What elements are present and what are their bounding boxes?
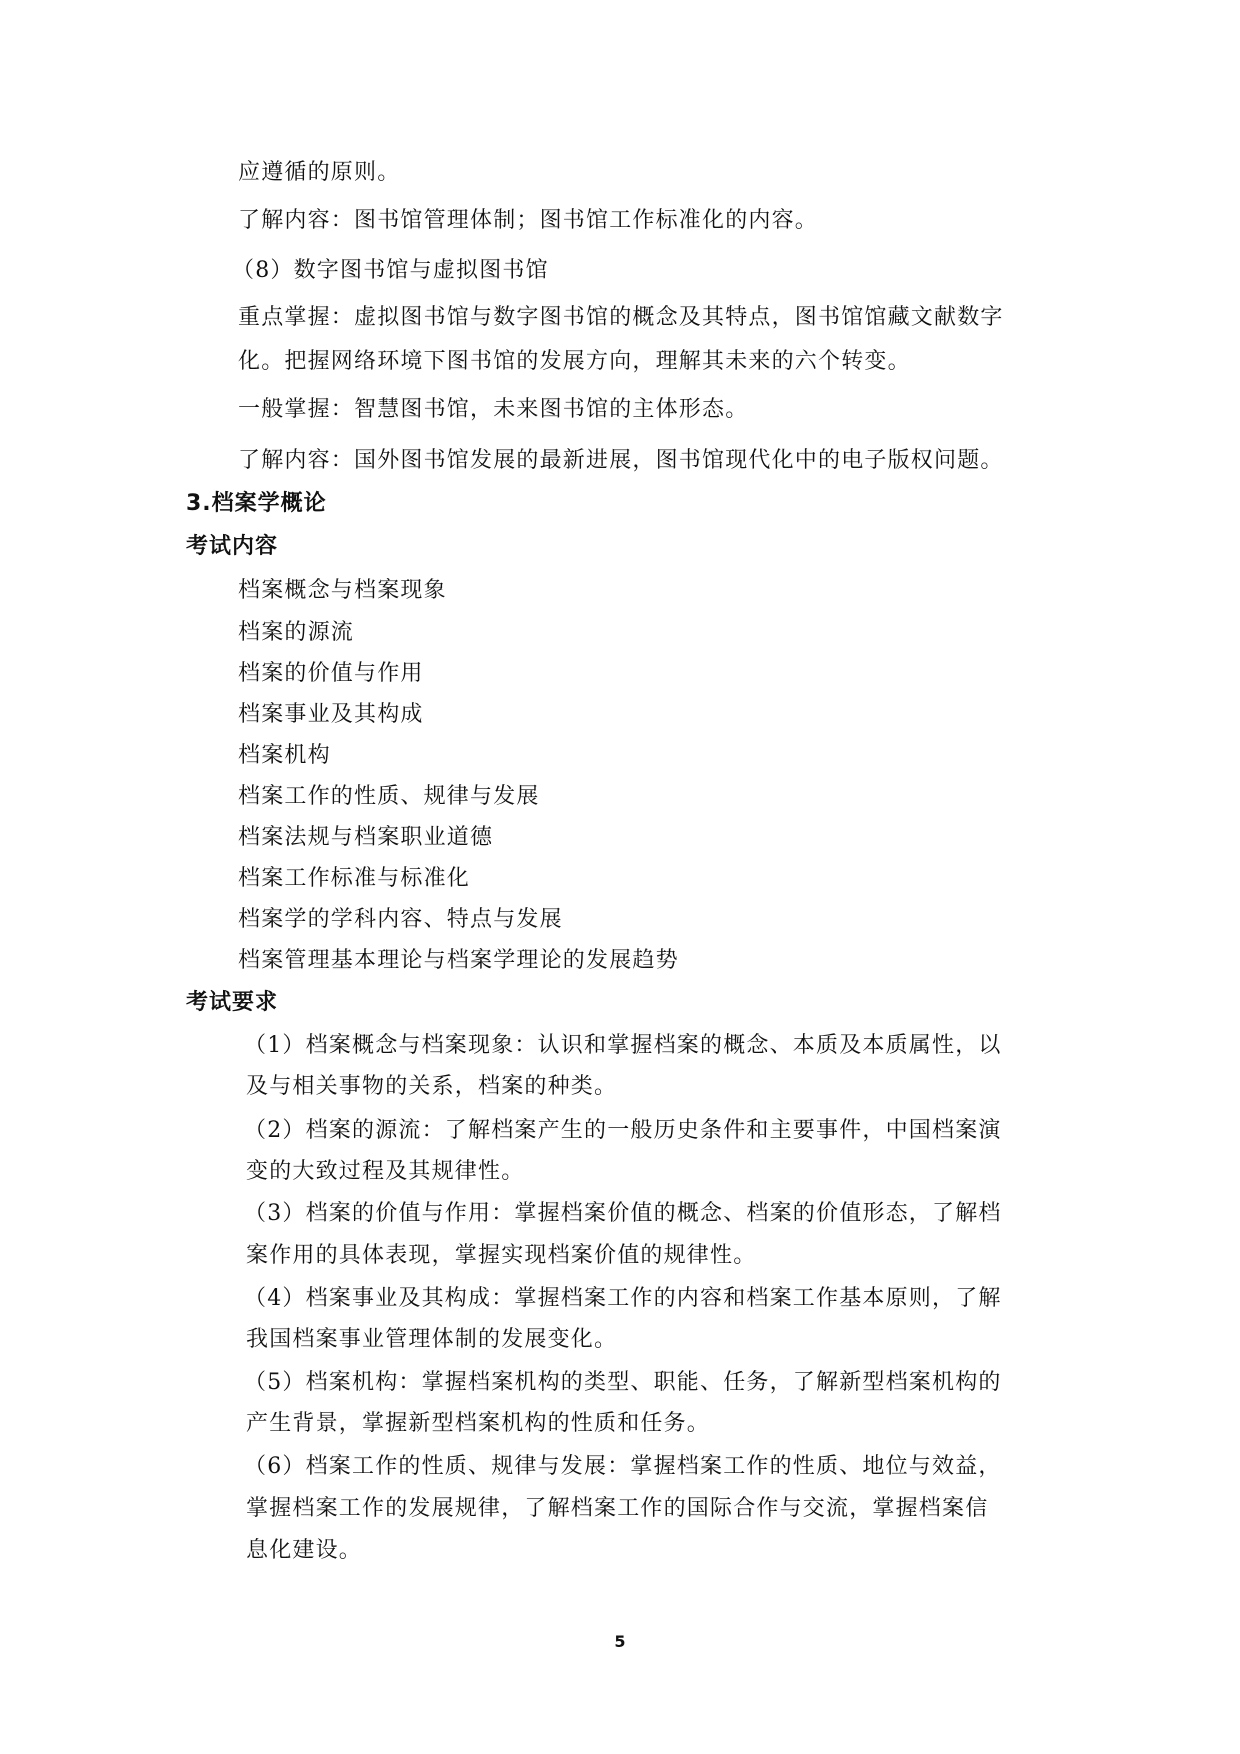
requirements-heading: 考试要求 [186, 990, 279, 1015]
requirement-line: 变的大致过程及其规律性。 [246, 1159, 525, 1184]
text-line: 了解内容：图书馆管理体制；图书馆工作标准化的内容。 [238, 208, 819, 233]
list-item: 档案法规与档案职业道德 [238, 825, 494, 850]
list-item: 档案学的学科内容、特点与发展 [238, 907, 563, 932]
requirement-line: （1）档案概念与档案现象：认识和掌握档案的概念、本质及本质属性，以 [244, 1033, 1002, 1058]
text-line: 重点掌握：虚拟图书馆与数字图书馆的概念及其特点，图书馆馆藏文献数字 [238, 305, 1004, 330]
text-line: 化。把握网络环境下图书馆的发展方向，理解其未来的六个转变。 [238, 349, 911, 374]
requirement-line: 息化建设。 [246, 1538, 363, 1563]
requirement-line: （3）档案的价值与作用：掌握档案价值的概念、档案的价值形态，了解档 [244, 1201, 1002, 1226]
requirement-line: 及与相关事物的关系，档案的种类。 [246, 1074, 618, 1099]
list-item: 档案的源流 [238, 620, 355, 645]
section-title: 3.档案学概论 [186, 491, 327, 516]
requirement-line: 我国档案事业管理体制的发展变化。 [246, 1327, 618, 1352]
subsection-title: （8）数字图书馆与虚拟图书馆 [232, 258, 549, 283]
list-item: 档案机构 [238, 743, 331, 768]
list-item: 档案工作标准与标准化 [238, 866, 471, 891]
text-line: 了解内容：国外图书馆发展的最新进展，图书馆现代化中的电子版权问题。 [238, 448, 1004, 473]
page-number: 5 [614, 1632, 626, 1651]
list-item: 档案的价值与作用 [238, 661, 424, 686]
requirement-line: 案作用的具体表现，掌握实现档案价值的规律性。 [246, 1243, 757, 1268]
requirement-line: 产生背景，掌握新型档案机构的性质和任务。 [246, 1411, 711, 1436]
requirement-line: （4）档案事业及其构成：掌握档案工作的内容和档案工作基本原则，了解 [244, 1286, 1002, 1311]
text-line: 一般掌握：智慧图书馆，未来图书馆的主体形态。 [238, 397, 749, 422]
list-item: 档案概念与档案现象 [238, 578, 447, 603]
list-item: 档案管理基本理论与档案学理论的发展趋势 [238, 948, 679, 973]
requirement-line: （5）档案机构：掌握档案机构的类型、职能、任务，了解新型档案机构的 [244, 1370, 1002, 1395]
list-item: 档案工作的性质、规律与发展 [238, 784, 540, 809]
requirement-line: 掌握档案工作的发展规律，了解档案工作的国际合作与交流，掌握档案信 [246, 1496, 989, 1521]
requirement-line: （2）档案的源流：了解档案产生的一般历史条件和主要事件，中国档案演 [244, 1118, 1002, 1143]
text-line: 应遵循的原则。 [238, 160, 401, 185]
requirement-line: （6）档案工作的性质、规律与发展：掌握档案工作的性质、地位与效益， [244, 1454, 1002, 1479]
content-heading: 考试内容 [186, 534, 279, 559]
list-item: 档案事业及其构成 [238, 702, 424, 727]
